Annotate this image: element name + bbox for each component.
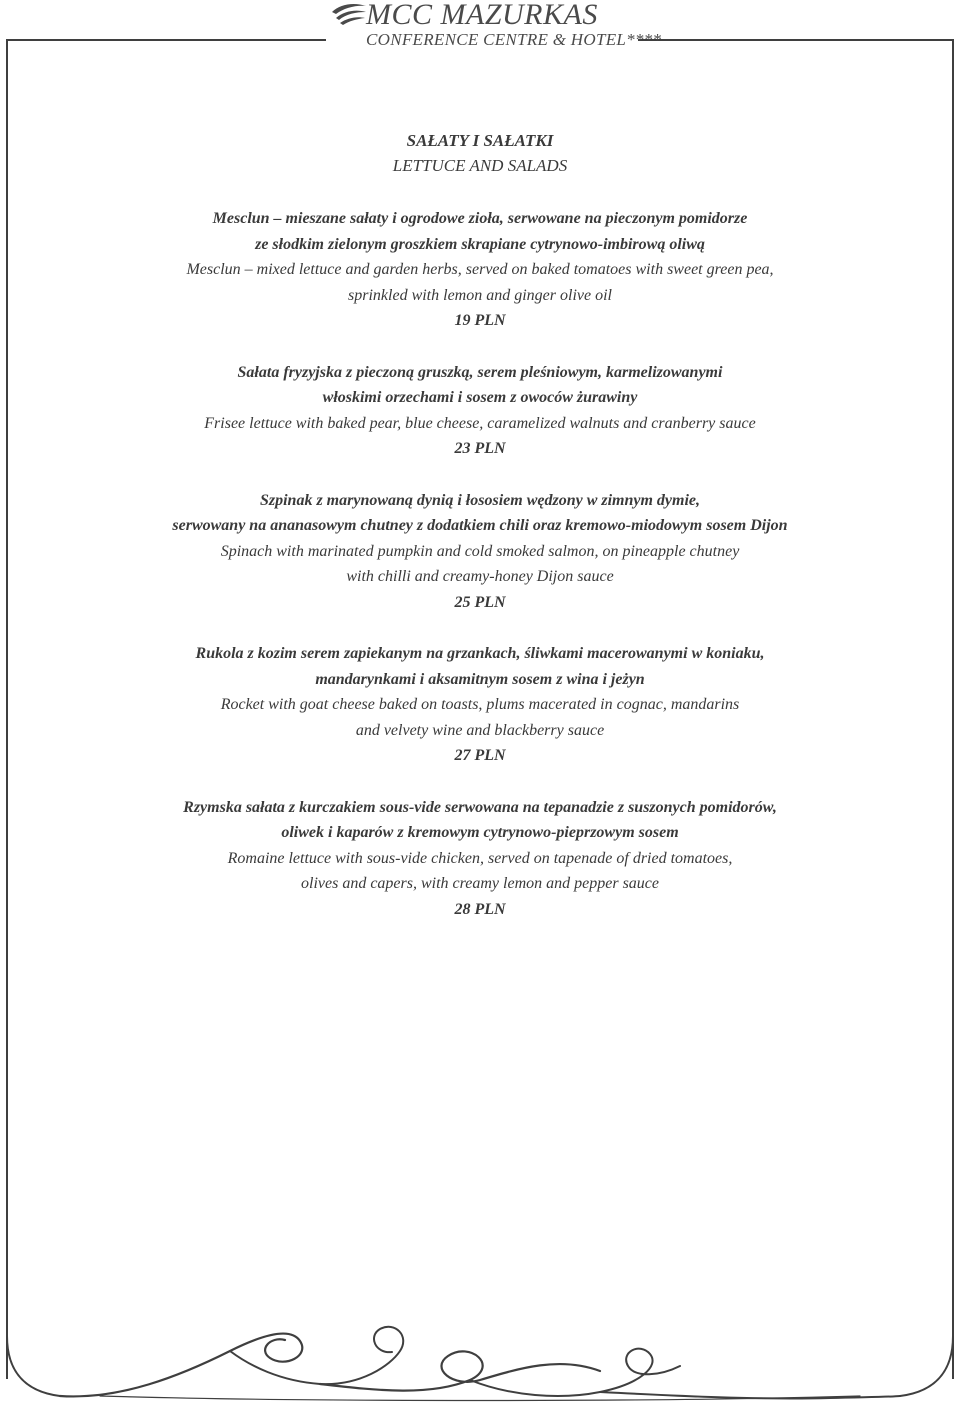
- dish-name-pl: Rukola z kozim serem zapiekanym na grzankach, śliwkami macerowanymi w koniaku,: [195, 645, 765, 662]
- dish-name-pl: włoskimi orzechami i sosem z owoców żurawiny: [322, 389, 638, 406]
- dish-item: [40, 360, 920, 462]
- dish-item: [40, 795, 920, 923]
- dish-name-en: and velvety wine and blackberry sauce: [355, 721, 605, 739]
- flourish-ornament-icon: [0, 1296, 960, 1407]
- dish-name-pl: Sałata fryzyjska z pieczoną gruszką, serem pleśniowym, karmelizowanymi: [237, 363, 723, 381]
- dish-name-pl: Mesclun – mieszane sałaty i ogrodowe zioła, serwowane na pieczonym pomidorze: [212, 210, 748, 227]
- dish-name-en: with chilli and creamy-honey Dijon sauce: [346, 568, 614, 585]
- swoosh-icon: [330, 0, 370, 30]
- dish-name-en: Spinach with marinated pumpkin and cold smoked salmon, on pineapple chutney: [220, 542, 740, 560]
- dish-item: [40, 206, 920, 334]
- frame-top-left-line: [6, 39, 326, 41]
- dish-price: 27 PLN: [454, 747, 506, 764]
- dish-item: [40, 488, 920, 616]
- dish-name-en: Mesclun – mixed lettuce and garden herbs, served on baked tomatoes with sweet green pea,: [186, 261, 774, 278]
- hotel-logo: [330, 0, 662, 58]
- dish-name-pl: Szpinak z marynowaną dynią i łososiem wędzony w zimnym dymie,: [259, 491, 701, 509]
- frame-left-line: [6, 39, 8, 1379]
- dish-name-en: Frisee lettuce with baked pear, blue cheese, caramelized walnuts and cranberry sauce: [204, 414, 756, 432]
- dish-name-pl: serwowany na ananasowym chutney z dodatkiem chili oraz kremowo-miodowym sosem Dijon: [172, 517, 788, 534]
- dish-price: 28 PLN: [454, 900, 506, 918]
- logo-subtitle: CONFERENCE CENTRE & HOTEL****: [366, 30, 662, 49]
- dish-item: [40, 641, 920, 769]
- dish-name-pl: Rzymska sałata z kurczakiem sous-vide serwowana na tepanadzie z suszonych pomidorów,: [183, 798, 777, 816]
- dish-name-en: Romaine lettuce with sous-vide chicken, served on tapenade of dried tomatoes,: [227, 849, 733, 867]
- dish-name-en: Rocket with goat cheese baked on toasts, plums macerated in cognac, mandarins: [220, 696, 740, 713]
- frame-top-right-line: [638, 39, 954, 41]
- dish-name-en: sprinkled with lemon and ginger olive oil: [348, 286, 612, 304]
- logo-name: MCC MAZURKAS: [366, 0, 598, 31]
- frame-right-line: [952, 39, 954, 1379]
- dish-name-pl: oliwek i kaparów z kremowym cytrynowo-pieprzowym sosem: [281, 824, 679, 841]
- dish-price: 23 PLN: [454, 440, 506, 457]
- menu-section: [40, 128, 920, 948]
- dish-name-pl: ze słodkim zielonym groszkiem skrapiane cytrynowo-imbirową oliwą: [255, 235, 705, 253]
- dish-price: 19 PLN: [454, 312, 506, 329]
- dish-name-en: olives and capers, with creamy lemon and pepper sauce: [301, 875, 659, 892]
- dish-price: 25 PLN: [454, 593, 506, 611]
- section-title: SAŁATY I SAŁATKI: [406, 131, 554, 150]
- dish-name-pl: mandarynkami i aksamitnym sosem z wina i jeżyn: [315, 670, 645, 688]
- section-subtitle: LETTUCE AND SALADS: [392, 156, 568, 175]
